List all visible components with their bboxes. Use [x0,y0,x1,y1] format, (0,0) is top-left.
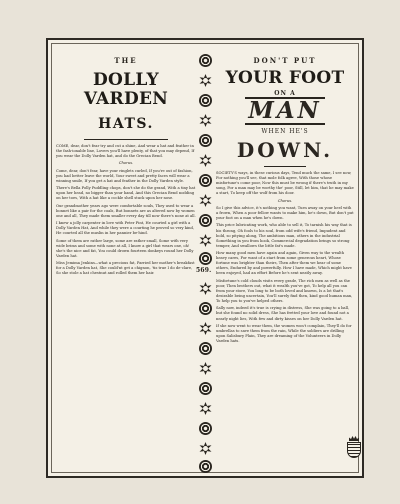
star-ornament [199,154,212,167]
star-ornament [199,362,212,375]
right-chorus-label: Chorus. [277,198,293,203]
right-line1: DON'T PUT [253,56,317,65]
left-column [56,50,196,279]
right-verse: SOCIETY'S ways, in these curious days, Tend much the same, I see now, For nothing you'll see, that mole folk agree, With those whose misfortune's come poor, Now this must be wrong if there's truth in my song, For a man may be worthy the' poor, Still, let him, that he may make a start, To keep off the wolf from his door. [216,171,354,196]
rosette-ornament [199,252,212,265]
right-verse: So I give this advice, it's nothing you want, Turn away on your heel with a frown, When a poor fellow wants to make him, he's down, But don't put your foot on a man when he's down. [216,205,354,221]
right-when: WHEN HE'S [261,128,309,135]
rosette-ornament [199,94,212,107]
star-ornament [199,442,212,455]
right-on-a: ON A [274,90,296,97]
right-rule [264,166,306,167]
rosette-ornament [199,302,212,315]
rosette-ornament [199,54,212,67]
left-verse: Some of them are rather large, some are rather small, Some with very wide brims and some with none at all, I know a girl that wears one, oh! she's the nice and fat, You could drown fourteen donkeys round her Dolly Varden hat. [56,238,194,258]
rosette-ornament [199,214,212,227]
left-verse: Come, dear, don't fear, have your ringlets curled, If you're out of fashion, you had better leave the world, Your sweet and pretty faces will wear a winning smile, If you get a hat and feather in the Dolly Varden style. [56,168,193,183]
crown-icon [349,436,359,441]
left-chorus-label: Chorus. [118,161,134,166]
left-verse: COME, dear, don't fear try and cut a shine, And wear a hat and feather in the fash-ionable line, Lovers you'll have plenty, of that you may depend, If you wear the Dolly Varden hat, and do the Grecian Bend. [56,144,195,159]
right-down: DOWN. [236,138,334,162]
left-subtitle: HATS. [98,116,154,132]
right-verse: Misfortune's cold clouds visits every grade, The rich men as well as the poor, Then brothers out, what it wealth you've got, To help all you can from your store, You long to be both loved and known, Is a lot that's desirable being uncertain, You'll surely find then, kind good human man, To help you to you've helped others. [216,278,353,304]
star-ornament [199,194,212,207]
rosette-ornament [199,174,212,187]
star-ornament [199,282,212,295]
left-verse: Miss Jemima Jenkins—what a precious fat, Parried her mother's breakfast for a Dolly Varden hat, She could'nt get a chignon, 'tis true I do de-clare, So she stole a hat chestnut and rolled them her hair. [56,261,195,276]
right-column [216,50,354,346]
sheet-number: 569. [196,267,212,274]
right-verse: If she now went to wear them, the women won't complain, They'll do for umbrellas to save them from the rain, While the soldiers are drilling upon Salisbury Plain, They are dreaming of the Volunteers in Dolly Varden hats. [216,323,352,344]
star-ornament [199,322,212,335]
left-title: DOLLY VARDEN [83,70,169,109]
left-verse: There's Bella Polly Puddling chops, don't she do the grand, With a tiny hat upon her head, no bigger than your hand, And this Grecian Bend nodding on her toes, With a hat like a cockle shell stuck upon her nose. [56,186,196,201]
rosette-ornament [199,460,212,473]
left-verse: Our grandmother years ago were comfortable souls, They used to wear a bonnet like a pair for the coals, But bonnets are as altered now by women one and all, They made them smaller every day till now there's none at all. [56,203,196,218]
right-verse: Sally now, indeed it's true is crying in distress, She was going to a ball, but she found no solid dress, She has fretted your love and found not a nearly night lies, With few and dirty kisses on her Dolly Varden hat. [216,306,350,321]
star-ornament [199,114,212,127]
right-line2: YOUR FOOT [225,68,345,88]
left-song-text [56,144,196,276]
royal-arms-seal [347,436,361,458]
shield-icon [347,442,361,458]
right-verse: How many good men have again and again, Given way to the wealth heavy cares, For want of a start from some generous heart, Whose fortune was brighter than theirs, Then after them we hear of some others, Endured by and powerfully. How I have made, Which might have been enjoyed, had an effort Before he's sent neatly away. [216,251,352,276]
rosette-ornament [199,382,212,395]
star-ornament [199,402,212,415]
broadside-sheet [46,38,364,478]
left-rule [84,139,168,140]
ornament-divider [197,54,215,474]
rosette-ornament [199,422,212,435]
star-ornament [199,234,212,247]
rosette-ornament [199,342,212,355]
right-song-text [216,171,354,344]
star-ornament [199,74,212,87]
left-verse: I knew a jolly carpenter in love with Peter Pint, He courted a girl with a Dolly Varden Hat, And while they were a courting he proved so very kind, He courted all the muslin in her pannier be-hind. [56,221,195,236]
right-man: MAN [245,97,325,125]
left-the: THE [114,56,138,65]
right-verse: This price lubricating work, who able to sell it, To tarnish his way that is his throng, Oh fools to his soul, from odd wife's friend, Impudent and bold, so pitying along, The ambitious man, others in the industrial Something in you from hook, Commercial degradation brings so strong temper, And swallows the little fat's made. [216,223,352,248]
rosette-ornament [199,134,212,147]
